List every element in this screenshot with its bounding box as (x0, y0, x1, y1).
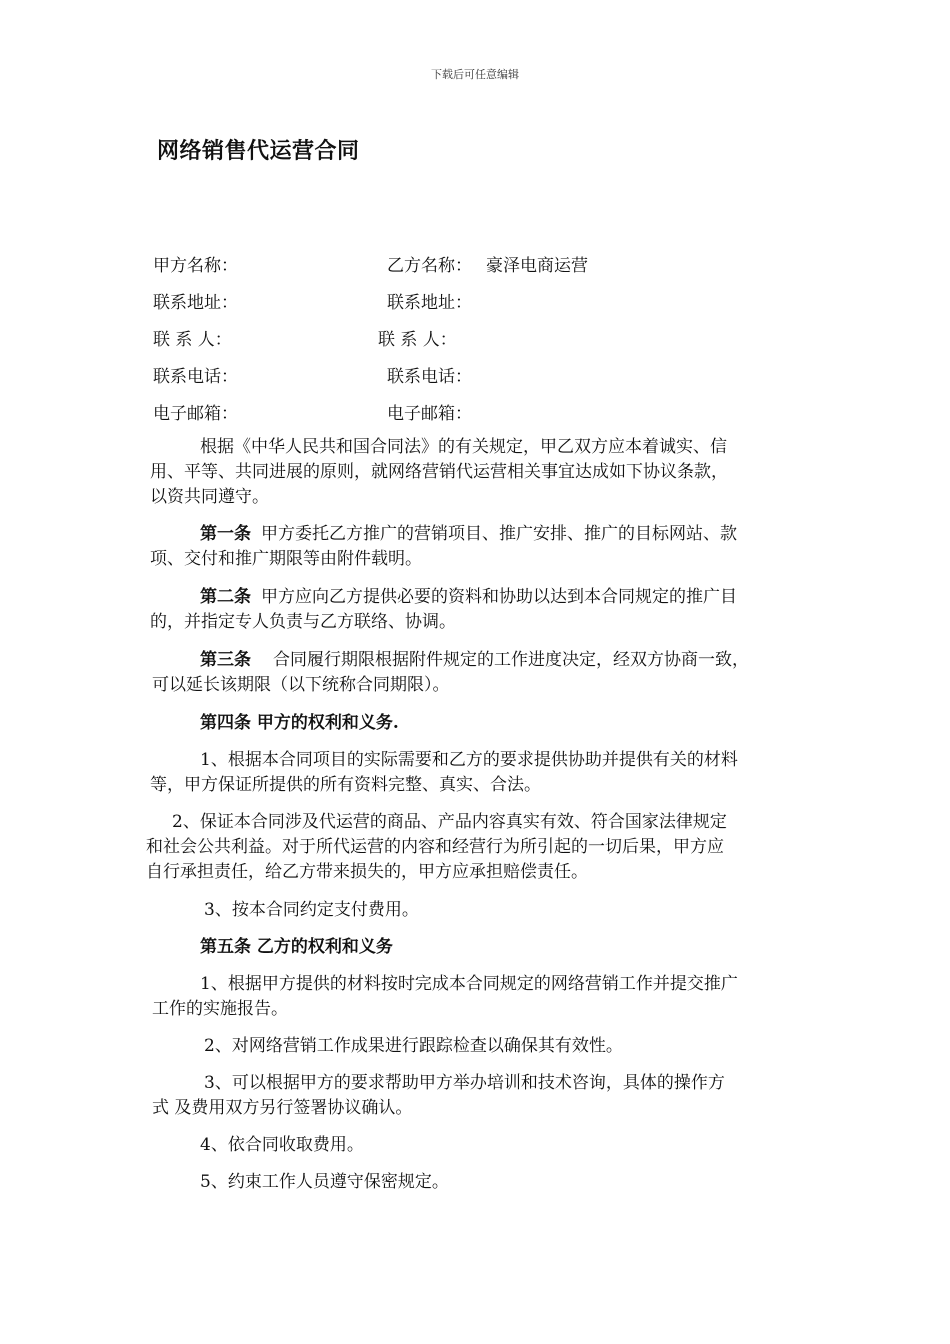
article-4-item-2-line: 自行承担责任，给乙方带来损失的，甲方应承担赔偿责任。 (146, 862, 588, 882)
party-a-address-label: 联系地址： (153, 293, 238, 313)
article-1-heading: 第一条 (200, 524, 251, 544)
intro-paragraph (150, 435, 808, 510)
article-5-item-5 (150, 1170, 808, 1195)
intro-line: 以资共同遵守。 (150, 487, 269, 507)
party-b-name-value: 豪泽电商运营 (486, 256, 588, 276)
article-2 (150, 585, 808, 635)
party-a-phone-label: 联系电话： (153, 367, 238, 387)
article-1-line: 项、交付和推广期限等由附件载明。 (150, 549, 422, 569)
article-4-item-2-line: 2、保证本合同涉及代运营的商品、产品内容真实有效、符合国家法律规定 (172, 812, 727, 832)
article-4-item-3 (150, 898, 808, 923)
party-b-contact-label: 联 系 人： (378, 330, 457, 350)
party-a-email-label: 电子邮箱： (153, 404, 238, 424)
article-4-item-1-line: 1、根据本合同项目的实际需要和乙方的要求提供协助并提供有关的材料 (200, 750, 738, 770)
article-2-line: 甲方应向乙方提供必要的资料和协助以达到本合同规定的推广目 (261, 587, 737, 607)
article-4-item-1 (150, 748, 808, 798)
article-5-item-3-line: 3、可以根据甲方的要求帮助甲方举办培训和技术咨询，具体的操作方 (204, 1073, 725, 1093)
party-b-name (387, 251, 588, 276)
party-b-address-label: 联系地址： (387, 293, 472, 313)
party-b-name-label: 乙方名称： (387, 256, 472, 276)
party-a-name-label: 甲方名称： (153, 256, 238, 276)
article-3-line: 合同履行期限根据附件规定的工作进度决定，经双方协商一致， (273, 650, 749, 670)
article-5-item-4 (150, 1133, 808, 1158)
article-5-item-1 (150, 972, 808, 1022)
article-5-item-3 (150, 1071, 808, 1121)
article-4-item-2 (146, 810, 804, 885)
party-b-phone-label: 联系电话： (387, 367, 472, 387)
article-4-item-2-line: 和社会公共利益。对于所代运营的内容和经营行为所引起的一切后果，甲方应 (146, 837, 724, 857)
article-4-heading: 第四条 甲方的权利和义务. (200, 713, 399, 733)
document-title: 网络销售代运营合同 (157, 139, 360, 164)
header-note: 下载后可任意编辑 (431, 68, 519, 81)
article-5-item-4-line: 4、依合同收取费用。 (200, 1135, 364, 1155)
party-row-contact (153, 325, 457, 350)
party-row-phone (153, 362, 472, 387)
article-4-heading-block (150, 711, 808, 736)
article-5-item-1-line: 1、根据甲方提供的材料按时完成本合同规定的网络营销工作并提交推广 (200, 974, 738, 994)
article-4-item-3-line: 3、按本合同约定支付费用。 (204, 900, 419, 920)
article-2-line: 的，并指定专人负责与乙方联络、协调。 (150, 612, 456, 632)
party-row-name (153, 251, 588, 276)
article-3-line: 可以延长该期限（以下统称合同期限）。 (152, 675, 450, 695)
article-4-item-1-line: 等，甲方保证所提供的所有资料完整、真实、合法。 (150, 775, 541, 795)
article-1-line: 甲方委托乙方推广的营销项目、推广安排、推广的目标网站、款 (261, 524, 737, 544)
article-5-item-2 (150, 1034, 808, 1059)
article-2-heading: 第二条 (200, 587, 251, 607)
article-3-heading: 第三条 (200, 650, 251, 670)
article-3 (150, 648, 808, 698)
article-5-item-5-line: 5、约束工作人员遵守保密规定。 (200, 1172, 449, 1192)
article-5-item-2-line: 2、对网络营销工作成果进行跟踪检查以确保其有效性。 (204, 1036, 623, 1056)
intro-line: 根据《中华人民共和国合同法》的有关规定，甲乙双方应本着诚实、信 (200, 437, 727, 457)
intro-line: 用、平等、共同进展的原则，就网络营销代运营相关事宜达成如下协议条款， (150, 462, 728, 482)
party-row-address (153, 288, 472, 313)
article-1 (150, 522, 808, 572)
article-5-heading: 第五条 乙方的权利和义务 (200, 937, 393, 957)
party-row-email (153, 399, 472, 424)
party-a-contact-label: 联 系 人： (153, 330, 232, 350)
party-b-email-label: 电子邮箱： (387, 404, 472, 424)
article-5-item-1-line: 工作的实施报告。 (152, 999, 288, 1019)
article-5-heading-block (150, 935, 808, 960)
article-5-item-3-line: 式 及费用双方另行签署协议确认。 (152, 1098, 413, 1118)
